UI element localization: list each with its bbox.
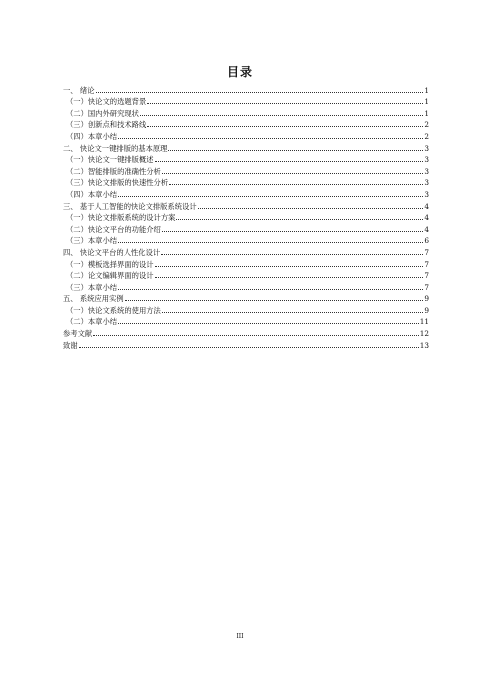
toc-entry-label: 五、 系统应用实例	[63, 294, 124, 304]
toc-entry-label: （二）智能排版的准确性分析	[66, 166, 161, 176]
toc-dot-leader	[118, 242, 423, 243]
toc-entry-page: 2	[424, 131, 429, 141]
toc-entry-page: 11	[419, 317, 429, 327]
toc-dot-leader	[168, 150, 423, 151]
toc-entry-page: 7	[424, 271, 429, 281]
toc-dot-leader	[147, 126, 423, 127]
toc-entry-label: （一）快论文一键排版概述	[66, 155, 154, 165]
toc-dot-leader	[125, 300, 424, 301]
toc-entry-label: （三）快论文排版的快速性分析	[66, 178, 169, 188]
toc-entry[interactable]	[63, 258, 429, 270]
toc-dot-leader	[93, 335, 419, 336]
toc-entry[interactable]	[63, 96, 429, 108]
toc-entry-page: 4	[424, 224, 429, 234]
toc-dot-leader	[79, 347, 419, 348]
toc-entry[interactable]	[63, 327, 429, 339]
toc-dot-leader	[162, 231, 423, 232]
page-number: III	[236, 633, 244, 640]
toc-entry[interactable]	[63, 212, 429, 224]
toc-dot-leader	[96, 92, 424, 93]
page-title: 目录	[226, 65, 253, 79]
table-of-contents	[63, 84, 429, 351]
toc-dot-leader	[118, 323, 419, 324]
toc-entry-label: 一、 绪论	[63, 85, 95, 95]
toc-dot-leader	[147, 103, 423, 104]
toc-entry-page: 3	[424, 189, 429, 199]
toc-entry-page: 12	[419, 329, 429, 339]
toc-dot-leader	[118, 289, 423, 290]
toc-entry[interactable]	[63, 293, 429, 305]
toc-entry[interactable]	[63, 281, 429, 293]
toc-entry-page: 3	[424, 166, 429, 176]
toc-entry-label: （一）模板选择界面的设计	[66, 259, 154, 269]
toc-entry[interactable]	[63, 165, 429, 177]
toc-entry-page: 1	[424, 108, 429, 118]
toc-entry-label: （三）本章小结	[66, 282, 118, 292]
toc-dot-leader	[176, 219, 423, 220]
toc-dot-leader	[140, 115, 423, 116]
toc-dot-leader	[169, 184, 423, 185]
toc-entry[interactable]	[63, 235, 429, 247]
toc-entry-page: 7	[424, 247, 429, 257]
toc-entry-page: 13	[419, 340, 429, 350]
toc-entry-page: 4	[424, 201, 429, 211]
toc-dot-leader	[118, 138, 423, 139]
toc-entry[interactable]	[63, 119, 429, 131]
toc-entry-label: （四）本章小结	[66, 131, 118, 141]
toc-dot-leader	[198, 208, 424, 209]
toc-entry-label: （三）创新点和技术路线	[66, 120, 147, 130]
toc-entry[interactable]	[63, 107, 429, 119]
toc-entry[interactable]	[63, 154, 429, 166]
toc-entry[interactable]	[63, 223, 429, 235]
toc-entry-page: 9	[424, 294, 429, 304]
toc-entry-label: 致谢	[63, 340, 78, 350]
toc-entry[interactable]	[63, 200, 429, 212]
toc-entry-page: 6	[424, 236, 429, 246]
toc-entry-label: 四、 快论文平台的人性化设计	[63, 247, 161, 257]
toc-entry-label: 参考文献	[63, 329, 93, 339]
toc-entry[interactable]	[63, 246, 429, 258]
toc-entry-label: （一）快论文的选题背景	[66, 97, 147, 107]
toc-entry-page: 3	[424, 143, 429, 153]
toc-dot-leader	[155, 161, 424, 162]
toc-dot-leader	[155, 266, 424, 267]
toc-entry-page: 1	[424, 97, 429, 107]
toc-entry-page: 4	[424, 213, 429, 223]
toc-entry-page: 3	[424, 155, 429, 165]
toc-entry-label: 三、 基于人工智能的快论文排版系统设计	[63, 201, 197, 211]
toc-entry-page: 7	[424, 282, 429, 292]
toc-entry-page: 1	[424, 85, 429, 95]
toc-entry[interactable]	[63, 304, 429, 316]
toc-entry-label: （三）本章小结	[66, 236, 118, 246]
toc-entry-page: 3	[424, 178, 429, 188]
toc-entry[interactable]	[63, 188, 429, 200]
toc-entry-page: 2	[424, 120, 429, 130]
toc-dot-leader	[155, 277, 424, 278]
toc-entry-label: （二）本章小结	[66, 317, 118, 327]
toc-entry[interactable]	[63, 177, 429, 189]
toc-entry[interactable]	[63, 84, 429, 96]
toc-dot-leader	[118, 196, 423, 197]
toc-dot-leader	[161, 254, 423, 255]
toc-entry-label: （四）本章小结	[66, 189, 118, 199]
toc-entry-page: 9	[424, 305, 429, 315]
toc-entry[interactable]	[63, 130, 429, 142]
toc-entry-label: （一）快论文系统的使用方法	[66, 305, 161, 315]
toc-entry[interactable]	[63, 339, 429, 351]
toc-entry-label: （二）快论文平台的功能介绍	[66, 224, 161, 234]
toc-entry[interactable]	[63, 316, 429, 328]
toc-dot-leader	[162, 173, 423, 174]
toc-entry-page: 7	[424, 259, 429, 269]
toc-entry-label: （二）国内外研究现状	[66, 108, 139, 118]
toc-entry-label: 二、 快论文一键排版的基本原理	[63, 143, 168, 153]
toc-entry-label: （一）快论文排版系统的设计方案	[66, 213, 176, 223]
toc-entry-label: （二）论文编辑界面的设计	[66, 271, 154, 281]
toc-dot-leader	[162, 312, 423, 313]
toc-entry[interactable]	[63, 270, 429, 282]
toc-entry[interactable]	[63, 142, 429, 154]
